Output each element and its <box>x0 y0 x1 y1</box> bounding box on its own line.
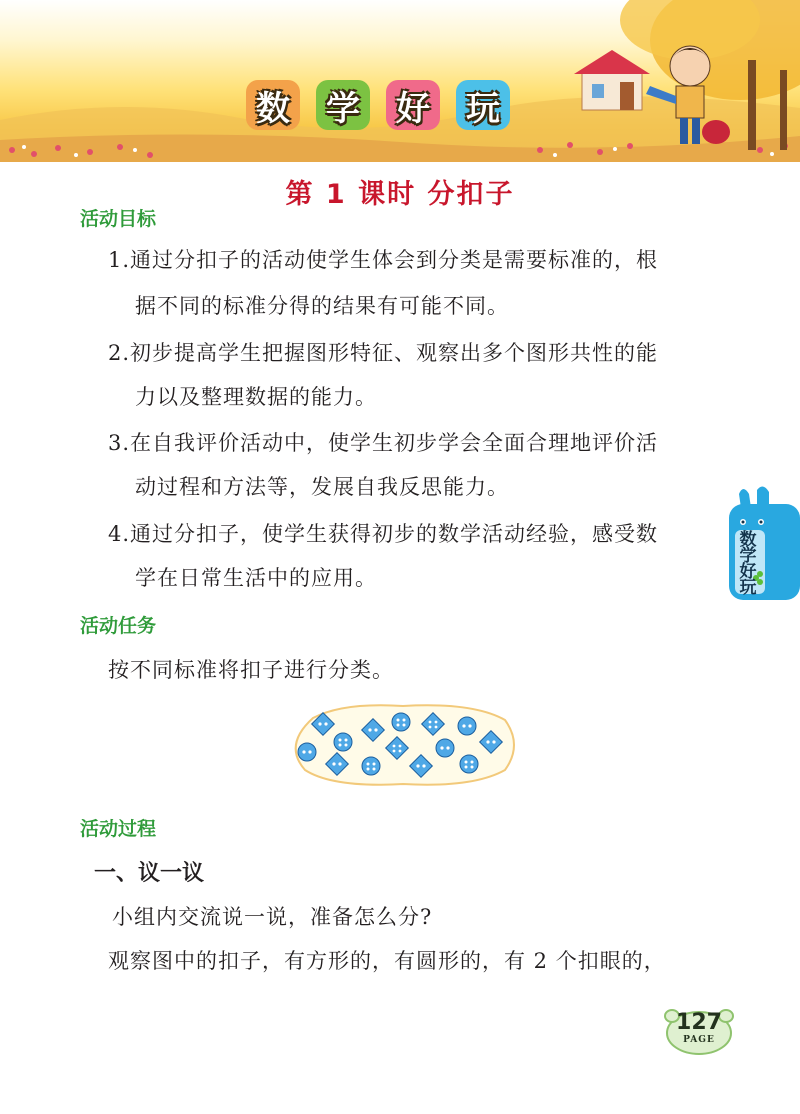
objective-4-number: 4. <box>108 522 131 546</box>
objective-2-text: 初步提高学生把握图形特征、观察出多个图形共性的能 <box>130 341 659 365</box>
process-line-2: 观察图中的扣子，有方形的，有圆形的，有 2 个扣眼的， <box>108 949 666 973</box>
objective-1-text: 通过分扣子的活动使学生体会到分类是需要标准的，根 <box>130 248 659 272</box>
objective-1-line-1 <box>108 244 658 274</box>
objective-2-line-2: 力以及整理数据的能力。 <box>135 385 377 409</box>
objective-3-line-2: 动过程和方法等，发展自我反思能力。 <box>135 475 509 499</box>
side-tab-text: 数学好玩 <box>739 530 757 598</box>
process-heading: 活动过程 <box>80 818 157 840</box>
objective-3-line-1 <box>108 427 658 457</box>
page-label: PAGE <box>683 1035 715 1045</box>
objective-4-text: 通过分扣子，使学生获得初步的数学活动经验，感受数 <box>130 522 659 546</box>
header-banner <box>0 0 800 162</box>
process-line-1: 小组内交流说一说，准备怎么分? <box>112 905 433 929</box>
round-button-4 <box>298 743 316 761</box>
buttons-illustration <box>283 700 523 790</box>
objective-3-number: 3. <box>108 431 131 455</box>
objective-2-number: 2. <box>108 341 131 365</box>
round-button-5 <box>436 739 454 757</box>
objective-1-line-2: 据不同的标准分得的结果有可能不同。 <box>135 294 509 318</box>
round-button-2 <box>458 717 476 735</box>
title-char-2: 学 <box>316 80 370 130</box>
round-button-7 <box>460 755 478 773</box>
objective-4-line-2: 学在日常生活中的应用。 <box>135 566 377 590</box>
page-number: 127 <box>676 1010 722 1035</box>
objectives-heading: 活动目标 <box>80 208 157 230</box>
title-char-4: 玩 <box>456 80 510 130</box>
title-char-3: 好 <box>386 80 440 130</box>
house-illustration <box>574 50 650 110</box>
process-sub-heading: 一、议一议 <box>94 861 205 886</box>
objective-1-number: 1. <box>108 248 131 272</box>
round-button-6 <box>362 757 380 775</box>
tasks-text: 按不同标准将扣子进行分类。 <box>108 658 394 682</box>
objective-3-text: 在自我评价活动中，使学生初步学会全面合理地评价活 <box>130 431 659 455</box>
title-char-1: 数 <box>246 80 300 130</box>
objective-4-line-1 <box>108 518 658 548</box>
objective-2-line-1 <box>108 337 658 367</box>
lesson-title: 第 1 课时 分扣子 <box>285 179 515 210</box>
round-button-3 <box>334 733 352 751</box>
tasks-heading: 活动任务 <box>80 615 157 637</box>
banner-title <box>246 80 510 130</box>
round-button-1 <box>392 713 410 731</box>
